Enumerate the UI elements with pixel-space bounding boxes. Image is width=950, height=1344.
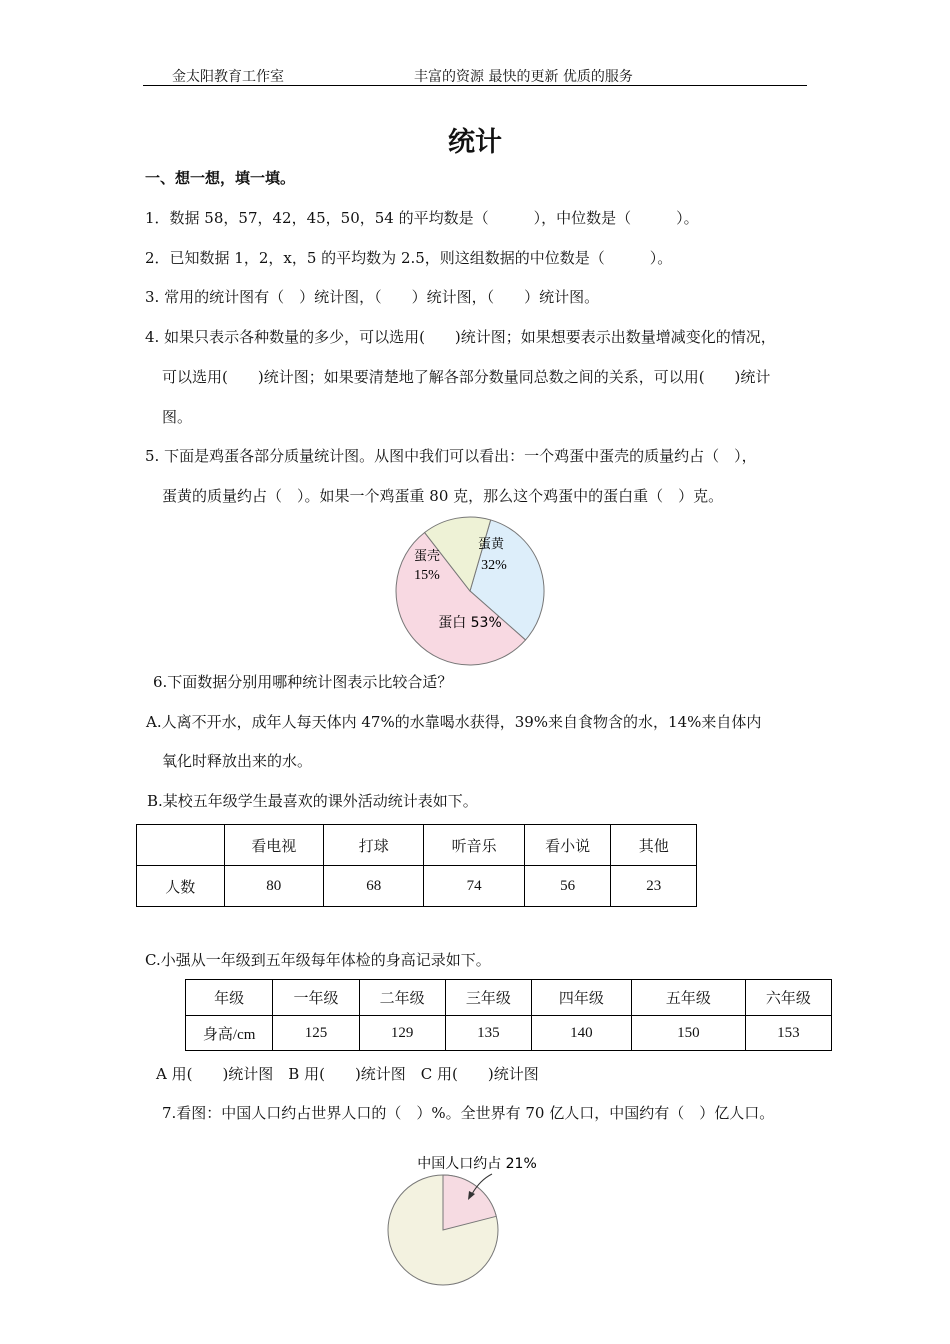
header-slogan: 丰富的资源 最快的更新 优质的服务 (414, 69, 633, 85)
table-cell: 56 (524, 866, 611, 907)
table-header-row (186, 980, 832, 1016)
table-header-row (137, 825, 697, 866)
question-4-line-1: 4. 如果只表示各种数量的多少，可以选用( )统计图；如果想要表示出数量增减变化的情况， (145, 328, 776, 346)
question-1: 1．数据 58，57，42，45，50，54 的平均数是（ ），中位数是（ ）。 (145, 209, 699, 227)
table-cell (137, 825, 225, 866)
question-4-line-3: 图。 (162, 408, 193, 426)
table-cell: 一年级 (273, 980, 359, 1016)
china-population-pie-chart (380, 1148, 560, 1294)
table-cell: 五年级 (631, 980, 745, 1016)
table-cell: 74 (424, 866, 524, 907)
table-cell: 135 (445, 1016, 531, 1051)
table-cell: 80 (224, 866, 323, 907)
header-divider (143, 85, 807, 86)
question-5-line-2: 蛋黄的质量约占（ ）。如果一个鸡蛋重 80 克，那么这个鸡蛋中的蛋白重（ ）克。 (162, 487, 724, 505)
question-4-line-2: 可以选用( )统计图；如果要清楚地了解各部分数量同总数之间的关系，可以用( )统计 (162, 368, 771, 386)
table-cell: 其他 (611, 825, 697, 866)
table-cell: 68 (323, 866, 423, 907)
question-6-b-text: B.某校五年级学生最喜欢的课外活动统计表如下。 (147, 792, 478, 810)
table-cell: 听音乐 (424, 825, 524, 866)
pie-label-shell-pct: 15% (414, 568, 440, 583)
header-studio-name: 金太阳教育工作室 (172, 69, 284, 85)
table-cell: 140 (531, 1016, 631, 1051)
table-cell: 153 (745, 1016, 831, 1051)
table-cell: 身高/cm (186, 1016, 273, 1051)
pie-label-yolk-name: 蛋黄 (477, 537, 505, 552)
question-2: 2．已知数据 1，2，x，5 的平均数为 2.5，则这组数据的中位数是（ ）。 (145, 249, 673, 267)
question-3: 3. 常用的统计图有（ ）统计图，（ ）统计图，（ ）统计图。 (145, 288, 600, 306)
question-6-a-line-1: A.人离不开水，成年人每天体内 47%的水靠喝水获得，39%来自食物含的水，14%来自体内 (146, 713, 762, 731)
table-cell: 二年级 (359, 980, 445, 1016)
table-row (186, 1016, 832, 1051)
section-title: 一、想一想，填一填。 (145, 169, 296, 187)
table-cell: 129 (359, 1016, 445, 1051)
egg-composition-pie-chart (390, 512, 550, 670)
table-cell: 打球 (323, 825, 423, 866)
table-row (137, 866, 697, 907)
china-pie-callout-label: 中国人口约占 21% (417, 1156, 537, 1172)
table-cell: 125 (273, 1016, 359, 1051)
question-6-answer-line: A 用( )统计图 B 用( )统计图 C 用( )统计图 (156, 1065, 539, 1083)
question-6-title: 6.下面数据分别用哪种统计图表示比较合适？ (153, 673, 453, 691)
table-cell: 看小说 (524, 825, 611, 866)
table-cell: 23 (611, 866, 697, 907)
table-cell: 人数 (137, 866, 225, 907)
table-cell: 150 (631, 1016, 745, 1051)
table-cell: 年级 (186, 980, 273, 1016)
table-cell: 三年级 (445, 980, 531, 1016)
table-cell: 六年级 (745, 980, 831, 1016)
pie-label-shell-name: 蛋壳 (413, 549, 441, 564)
question-7: 7.看图：中国人口约占世界人口的（ ）%。全世界有 70 亿人口，中国约有（ ）亿人口。 (162, 1104, 775, 1122)
question-6-c-text: C.小强从一年级到五年级每年体检的身高记录如下。 (145, 951, 491, 969)
pie-label-yolk-pct: 32% (481, 558, 507, 573)
height-table (185, 979, 832, 1051)
activities-table (136, 824, 697, 907)
table-cell: 四年级 (531, 980, 631, 1016)
table-cell: 看电视 (224, 825, 323, 866)
pie-label-white: 蛋白 53% (438, 615, 502, 631)
question-6-a-line-2: 氧化时释放出来的水。 (162, 752, 313, 770)
question-5-line-1: 5. 下面是鸡蛋各部分质量统计图。从图中我们可以看出：一个鸡蛋中蛋壳的质量约占（ ）， (145, 447, 757, 465)
page-title: 统计 (448, 127, 502, 158)
